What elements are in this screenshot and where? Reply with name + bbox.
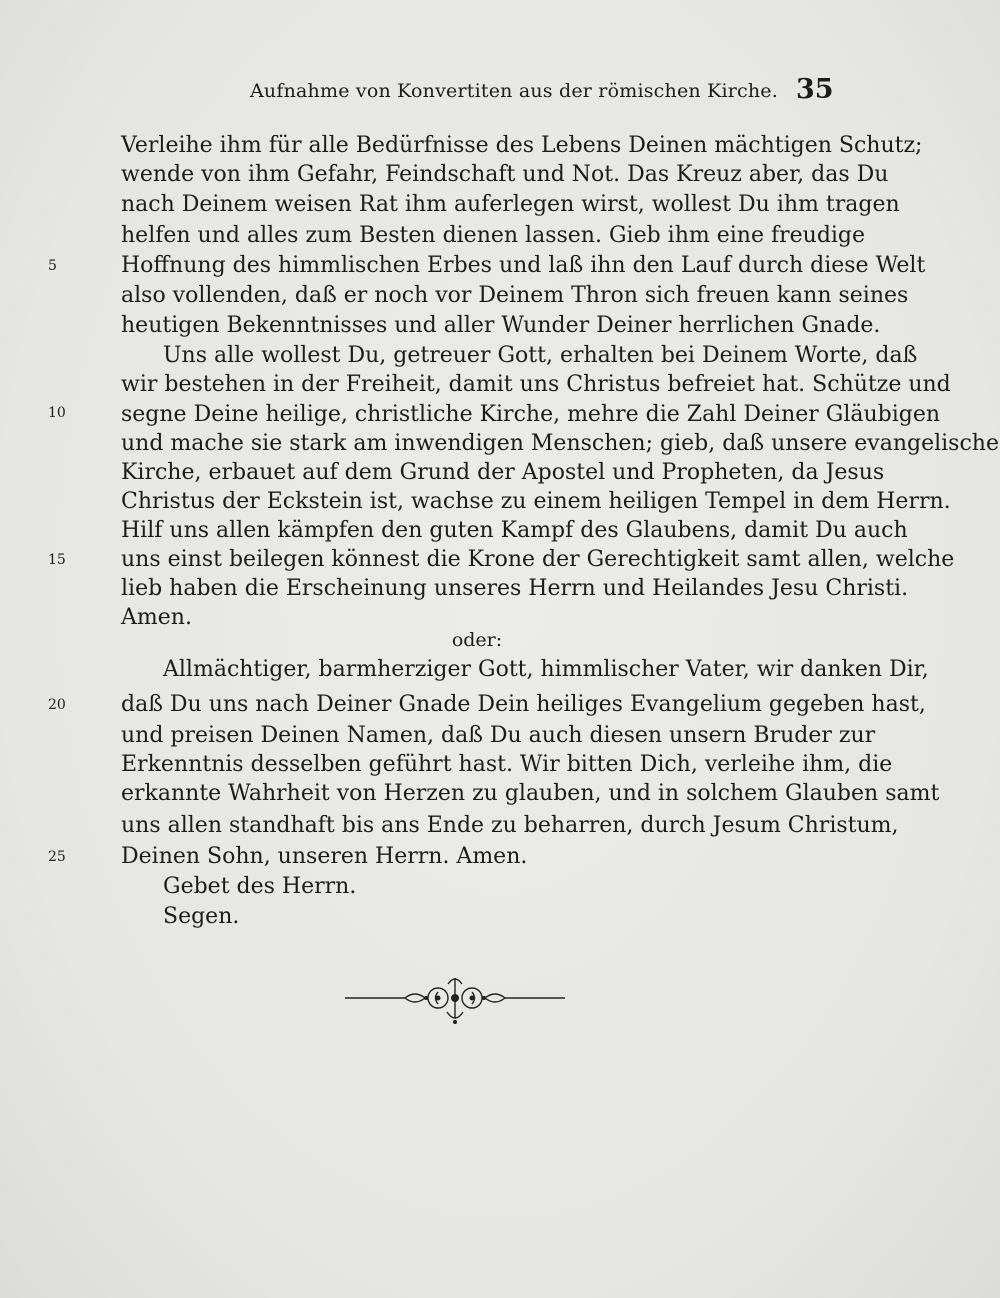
text-line: lieb haben die Erscheinung unseres Herrn und Heilandes Jesu Christi. <box>121 576 909 601</box>
text-line: segne Deine heilige, christliche Kirche, mehre die Zahl Deiner Gläubigen <box>121 402 941 427</box>
text-line: wende von ihm Gefahr, Feindschaft und Not. Das Kreuz aber, das Du <box>121 162 889 187</box>
line-number: 15 <box>48 552 66 568</box>
text-line: heutigen Bekenntnisses und aller Wunder Deiner herrlichen Gnade. <box>121 313 881 338</box>
line-number: 10 <box>48 405 66 421</box>
text-line: Deinen Sohn, unseren Herrn. Amen. <box>121 844 528 869</box>
text-line: und mache sie stark am inwendigen Menschen; gieb, daß unsere evangelische <box>121 431 999 456</box>
text-line: Gebet des Herrn. <box>163 874 357 899</box>
text-line: Verleihe ihm für alle Bedürfnisse des Lebens Deinen mächtigen Schutz; <box>121 133 923 158</box>
text-line: uns allen standhaft bis ans Ende zu beharren, durch Jesum Christum, <box>121 813 899 838</box>
line-number: 25 <box>48 849 66 865</box>
text-line: Christus der Eckstein ist, wachse zu einem heiligen Tempel in dem Herrn. <box>121 489 951 514</box>
text-line: also vollenden, daß er noch vor Deinem Thron sich freuen kann seines <box>121 283 909 308</box>
text-line: wir bestehen in der Freiheit, damit uns Christus befreiet hat. Schütze und <box>121 372 951 397</box>
text-line: Amen. <box>121 605 192 630</box>
text-line: uns einst beilegen könnest die Krone der Gerechtigkeit samt allen, welche <box>121 547 955 572</box>
text-line: Hilf uns allen kämpfen den guten Kampf des Glaubens, damit Du auch <box>121 518 908 543</box>
text-line: erkannte Wahrheit von Herzen zu glauben, und in solchem Glauben samt <box>121 781 940 806</box>
text-line: daß Du uns nach Deiner Gnade Dein heiliges Evangelium gegeben hast, <box>121 692 926 717</box>
text-line: Kirche, erbauet auf dem Grund der Apostel und Propheten, da Jesus <box>121 460 885 485</box>
decorative-ornament-icon <box>340 972 570 1032</box>
text-line: Segen. <box>163 904 240 929</box>
text-line: und preisen Deinen Namen, daß Du auch diesen unsern Bruder zur <box>121 723 876 748</box>
text-line: Hoffnung des himmlischen Erbes und laß ihn den Lauf durch diese Welt <box>121 253 926 278</box>
section-separator-oder: oder: <box>451 629 503 651</box>
text-line: nach Deinem weisen Rat ihm auferlegen wirst, wollest Du ihm tragen <box>121 192 900 217</box>
page-number: 35 <box>796 74 834 105</box>
text-line: helfen und alles zum Besten dienen lassen. Gieb ihm eine freudige <box>121 223 866 248</box>
running-title: Aufnahme von Konvertiten aus der römischen Kirche. <box>250 80 778 102</box>
line-number: 20 <box>48 697 66 713</box>
text-line: Allmächtiger, barmherziger Gott, himmlischer Vater, wir danken Dir, <box>163 657 929 682</box>
text-line: Uns alle wollest Du, getreuer Gott, erhalten bei Deinem Worte, daß <box>163 343 918 368</box>
line-number: 5 <box>48 258 57 274</box>
text-line: Erkenntnis desselben geführt hast. Wir bitten Dich, verleihe ihm, die <box>121 752 893 777</box>
